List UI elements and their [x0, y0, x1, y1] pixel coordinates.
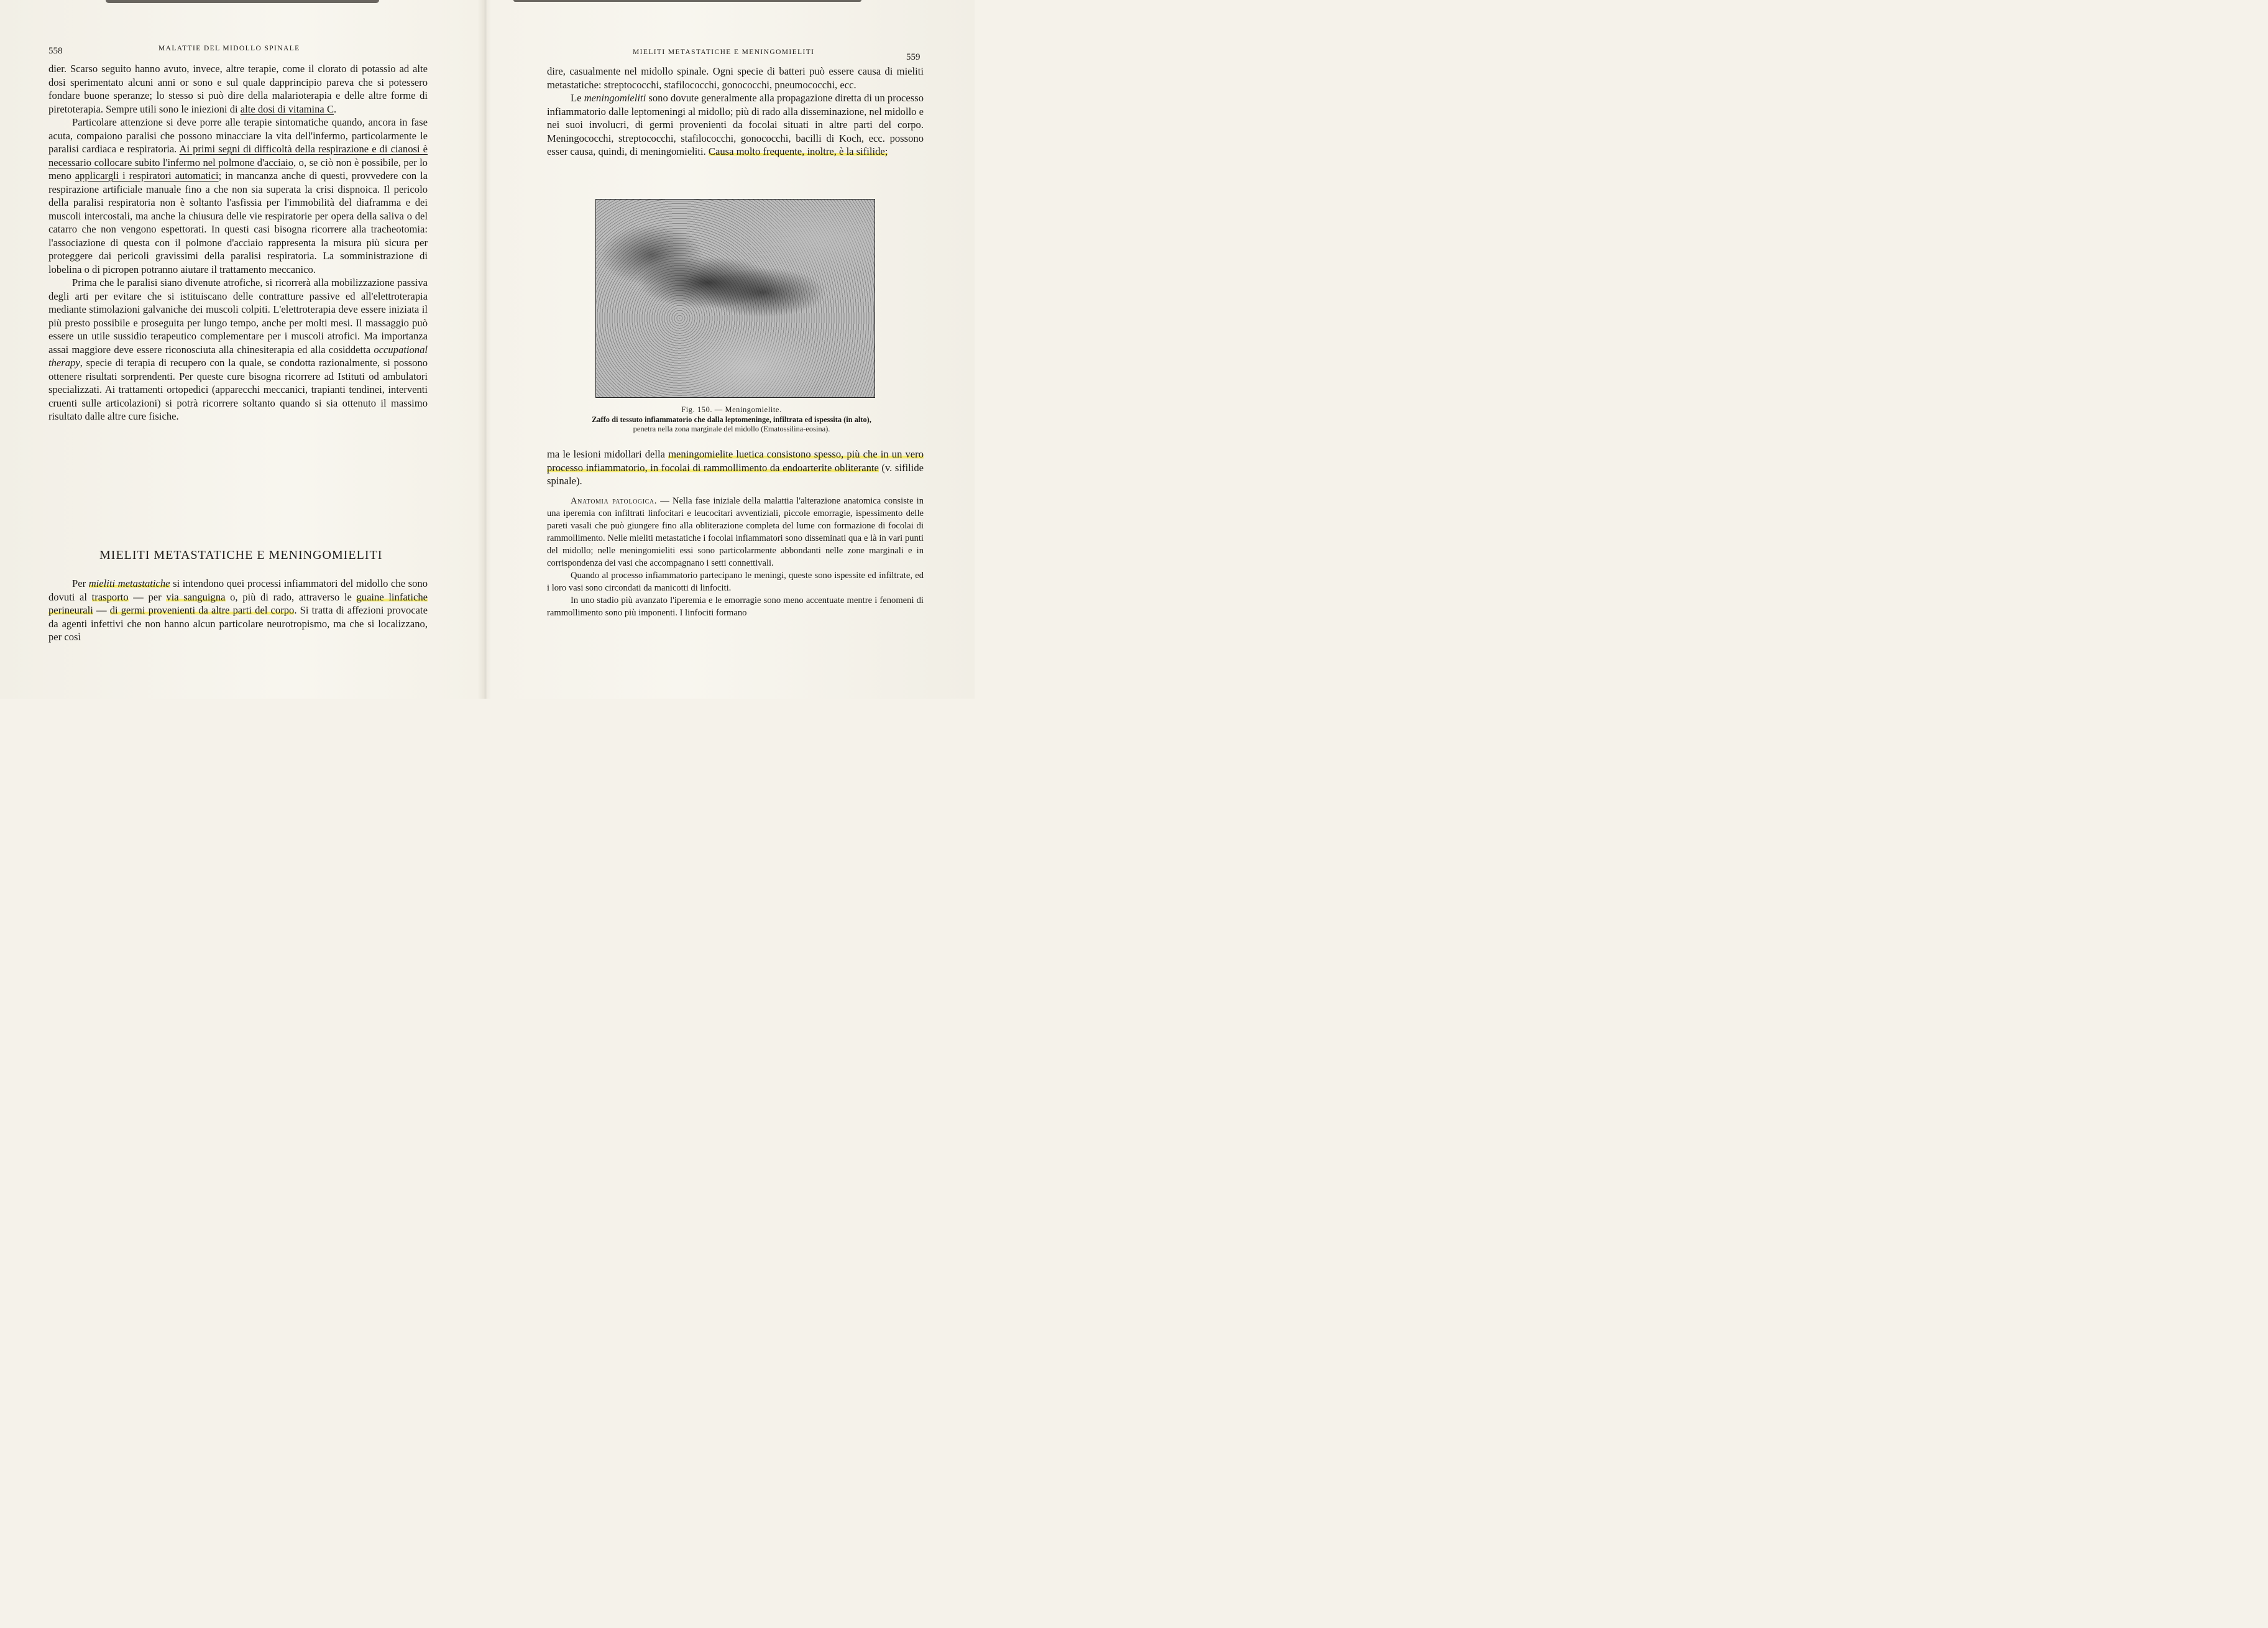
underlined-text: Ai primi segni di difficoltà della respirazione e di cianosi è necessario collocare subito l'infermo nel polmone d'acciaio	[48, 143, 428, 168]
micrograph-figure	[595, 199, 875, 398]
page-edge-shadow	[513, 0, 861, 2]
highlighted-text: Causa molto frequente, inoltre, è la sifilide;	[708, 145, 888, 157]
right-body-text	[547, 65, 924, 159]
right-page	[489, 0, 975, 699]
figure-label: Fig. 150. — Meningomielite.	[681, 405, 782, 414]
left-page	[0, 0, 485, 699]
paragraph: In uno stadio più avanzato l'iperemia e le emorragie sono meno accentuate mentre i fenomeni di rammollimento sono più imponenti. I linfociti formano	[547, 596, 924, 618]
paragraph: dire, casualmente nel midollo spinale. Ogni specie di batteri può essere causa di mieliti metastatiche: streptococchi, stafilococchi, gonococchi, pneumococchi, ecc.	[547, 65, 924, 91]
highlighted-text: guaine linfatiche perineurali	[48, 591, 428, 616]
highlighted-text: meningomielite luetica consistono spesso, più che in un vero processo infiammatorio, in focolai di rammollimento da endoarterite obliterante	[547, 448, 924, 474]
page-edge-shadow	[106, 0, 379, 3]
italic-term: meningomieliti	[584, 92, 646, 104]
paragraph: Per mieliti metastatiche si intendono quei processi infiammatori del midollo che sono dovuti al trasporto — per via sanguigna o, più di rado, attraverso le guaine linfatiche perineurali — di germi provenienti da altre parti del corpo. Si tratta di affezioni provocate da agenti infettivi che non hanno alcun particolare neurotropismo, ma che si localizzano, per così	[48, 577, 428, 643]
running-head: MALATTIE DEL MIDOLLO SPINALE	[158, 45, 300, 52]
page-number: 559	[906, 52, 921, 62]
highlighted-text: di germi provenienti da altre parti del corpo	[109, 604, 295, 616]
highlighted-term: mieliti metastatiche	[88, 577, 170, 589]
caption-line: penetra nella zona marginale del midollo (Ematossilina-eosina).	[633, 425, 830, 433]
book-gutter	[484, 0, 487, 699]
paragraph: Prima che le paralisi siano divenute atrofiche, si ricorrerà alla mobilizzazione passiva degli arti per evitare che si istituiscano delle contratture passive ed all'elettroterapia mediante stimolazioni galvaniche dei muscoli colpiti. L'elettroterapia deve essere iniziata il più presto possibile e proseguita per lungo tempo, anche per molti mesi. Il massaggio può essere un utile sussidio terapeutico complementare per i muscoli atrofici. Ma importanza assai maggiore deve essere riconosciuta alla chinesiterapia ed alla cosiddetta occupational therapy, specie di terapia di recupero con la quale, se condotta razionalmente, si possono ottenere risultati sorprendenti. Per queste cure bisogna ricorrere ad Istituti od ambulatori specializzati. Ai trattamenti ortopedici (apparecchi meccanici, trapianti tendinei, interventi cruenti sulle articolazioni) si potrà ricorrere soltanto quando si sia ottenuto il massimo risultato dalle altre cure fisiche.	[48, 277, 428, 422]
book-spread	[0, 0, 975, 699]
page-number: 558	[48, 46, 63, 56]
highlighted-text: via sanguigna	[166, 591, 226, 603]
subsection-label: Anatomia patologica.	[571, 496, 657, 506]
running-head: MIELITI METASTATICHE E MENINGOMIELITI	[633, 48, 815, 56]
figure-caption	[489, 405, 975, 435]
paragraph: dier. Scarso seguito hanno avuto, invece, altre terapie, come il clorato di potassio ad alte dosi sperimentato alcuni anni or sono e sul quale dapprincipio pareva che si potessero fondare buone speranze; lo stesso si può dire della malarioterapia e delle altre forme di piretoterapia. Sempre utili sono le iniezioni di alte dosi di vitamina C.	[48, 63, 428, 115]
paragraph: Particolare attenzione si deve porre alle terapie sintomatiche quando, ancora in fase acuta, compaiono paralisi che possono minacciare la vita dell'infermo, particolarmente le paralisi cardiaca e respiratoria. Ai primi segni di difficoltà della respirazione e di cianosi è necessario collocare subito l'infermo nel polmone d'acciaio, o, se ciò non è possibile, per lo meno applicargli i respiratori automatici; in mancanza anche di questi, provvedere con la respirazione artificiale manuale fino a che non sia superata la crisi dispnoica. Il pericolo della paralisi respiratoria non è soltanto l'asfissia per l'immobilità del diaframma e dei muscoli intercostali, ma anche la chiusura delle vie respiratorie per opera della saliva o del catarro che non vengono espettorati. In questi casi bisogna ricorrere alla tracheotomia: l'associazione di questa con il polmone d'acciaio rappresenta la misura più sicura per proteggere dai pericoli gravissimi della paralisi respiratoria. La somministrazione di lobelina o di picropen potranno aiutare il trattamento meccanico.	[48, 116, 428, 275]
paragraph: Le meningomieliti sono dovute generalmente alla propagazione diretta di un processo infiammatorio dalle leptomeningi al midollo; più di rado alla disseminazione, nel midollo e nei suoi involucri, di germi provenienti da focolai situati in altre parti del corpo. Meningococchi, streptococchi, stafilococchi, gonococchi, bacilli di Koch, ecc. possono esser causa, quindi, di meningomieliti. Causa molto frequente, inoltre, è la sifilide;	[547, 92, 924, 157]
left-section-text	[48, 577, 428, 644]
paragraph: ma le lesioni midollari della meningomielite luetica consistono spesso, più che in un vero processo infiammatorio, in focolai di rammollimento da endoarterite obliterante (v. sifilide spinale).	[547, 448, 924, 487]
paragraph: Quando al processo infiammatorio partecipano le meningi, queste sono ispessite ed infiltrate, ed i loro vasi sono circondati da manicotti di linfociti.	[547, 571, 924, 593]
caption-line: Zaffo di tessuto infiammatorio che dalla leptomeninge, infiltrata ed ispessita (in alto),	[592, 415, 871, 424]
section-heading: MIELITI METASTATICHE E MENINGOMIELITI	[99, 548, 383, 562]
right-continuation-text	[547, 448, 924, 488]
right-small-text	[547, 495, 924, 619]
italic-term: occupational therapy	[48, 343, 428, 369]
underlined-text: alte dosi di vitamina C	[240, 103, 334, 115]
highlighted-text: trasporto	[91, 591, 129, 603]
underlined-text: applicargli i respiratori automatici	[75, 170, 219, 182]
paragraph: Anatomia patologica. — Nella fase iniziale della malattia l'alterazione anatomica consiste in una iperemia con infiltrati linfocitari e leucocitari avventiziali, piccole emorragie, ispessimento delle pareti vasali che può giungere fino alla obliterazione completa del lume con formazione di focolai di rammollimento. Nelle mieliti metastatiche i focolai infiammatori sono disseminati qua e là in vari punti del midollo; nelle meningomieliti essi sono particolarmente abbondanti nelle zone marginali e in corrispondenza dei vasi che accompagnano i setti connettivali.	[547, 496, 924, 568]
left-body-text	[48, 62, 428, 423]
